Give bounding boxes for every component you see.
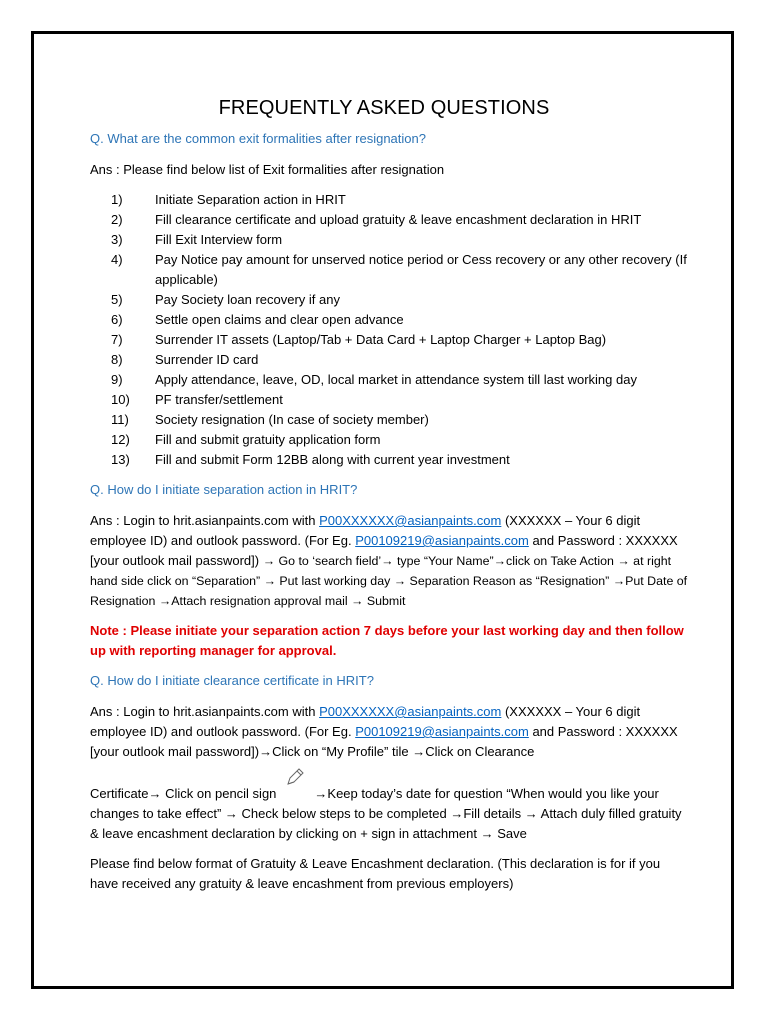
- item-text: Fill and submit gratuity application form: [155, 432, 381, 447]
- answer-2-text-b: (XXXXXX – Your 6 digit employee ID) and outlook password. (For Eg.: [90, 513, 641, 548]
- exit-formality-item: [90, 230, 690, 250]
- exit-formality-item: [90, 250, 690, 290]
- email-link-template-2[interactable]: P00XXXXXX@asianpaints.com: [319, 704, 502, 719]
- item-number: 13): [111, 452, 130, 467]
- exit-formality-item: [90, 310, 690, 330]
- answer-3: [90, 702, 690, 762]
- item-text: Fill and submit Form 12BB along with current year investment: [155, 452, 510, 467]
- email-link-example-2[interactable]: P00109219@asianpaints.com: [355, 724, 529, 739]
- email-link-template[interactable]: P00XXXXXX@asianpaints.com: [319, 513, 502, 528]
- page-title: FREQUENTLY ASKED QUESTIONS: [218, 97, 550, 119]
- exit-formality-item: [90, 410, 690, 430]
- separation-note: Note : Please initiate your separation action 7 days before your last working day and then follow up with reporting manager for approval.: [90, 623, 684, 658]
- item-number: 8): [111, 352, 123, 367]
- certificate-text-a: Certificate→ Click on pencil sign: [90, 786, 277, 801]
- item-text: Surrender ID card: [155, 352, 259, 367]
- exit-formality-item: [90, 450, 690, 470]
- declaration-format-text: Please find below format of Gratuity & Leave Encashment declaration. (This declaration is for if you have received any gratuity & leave encashment from previous employers): [90, 856, 661, 891]
- question-2: Q. How do I initiate separation action in HRIT?: [90, 482, 358, 497]
- exit-formality-item: [90, 430, 690, 450]
- item-number: 5): [111, 292, 123, 307]
- certificate-text-b: →Keep today’s date for question “When would you like your changes to take effect” → Check below steps to be completed →Fill details → Attach duly filled gratuity & leave encashment declaration by clicking on + sign in attachment → Save: [90, 786, 682, 841]
- item-text: Pay Notice pay amount for unserved notice period or Cess recovery or any other recovery (If applicable): [155, 252, 687, 287]
- exit-formalities-list: [90, 190, 690, 470]
- answer-2-steps: → Go to ‘search field’→ type “Your Name”→click on Take Action → at right hand side click on “Separation” → Put last working day → Separation Reason as “Resignation” →Put Date of Resignation →Attach resignation approval mail → Submit: [90, 554, 688, 608]
- answer-2-text-a: Ans : Login to hrit.asianpaints.com with: [90, 513, 320, 528]
- item-number: 7): [111, 332, 123, 347]
- item-number: 9): [111, 372, 123, 387]
- answer-3-certificate: [90, 778, 690, 844]
- item-text: Pay Society loan recovery if any: [155, 292, 340, 307]
- answer-2: [90, 511, 690, 611]
- exit-formality-item: [90, 370, 690, 390]
- item-text: Society resignation (In case of society member): [155, 412, 429, 427]
- item-number: 4): [111, 252, 123, 267]
- exit-formality-item: [90, 330, 690, 350]
- item-text: Fill Exit Interview form: [155, 232, 283, 247]
- item-number: 3): [111, 232, 123, 247]
- item-number: 11): [111, 412, 129, 427]
- item-text: PF transfer/settlement: [155, 392, 283, 407]
- item-number: 10): [111, 392, 130, 407]
- item-text: Initiate Separation action in HRIT: [155, 192, 346, 207]
- pencil-icon: [284, 766, 306, 788]
- answer-3-text-b: (XXXXXX – Your 6 digit employee ID) and outlook password. (For Eg.: [90, 704, 641, 739]
- answer-2-text-c: and Password : XXXXXX [your outlook mail password]): [90, 533, 678, 568]
- item-number: 12): [111, 432, 130, 447]
- exit-formality-item: [90, 350, 690, 370]
- item-number: 6): [111, 312, 123, 327]
- item-text: Surrender IT assets (Laptop/Tab + Data Card + Laptop Charger + Laptop Bag): [155, 332, 607, 347]
- exit-formality-item: [90, 190, 690, 210]
- email-link-example[interactable]: P00109219@asianpaints.com: [355, 533, 529, 548]
- item-number: 2): [111, 212, 123, 227]
- question-3: Q. How do I initiate clearance certificate in HRIT?: [90, 673, 374, 688]
- answer-3-text-a: Ans : Login to hrit.asianpaints.com with: [90, 704, 320, 719]
- exit-formality-item: [90, 290, 690, 310]
- exit-formality-item: [90, 210, 690, 230]
- exit-formality-item: [90, 390, 690, 410]
- answer-3-text-c: and Password : XXXXXX [your outlook mail password])→Click on “My Profile” tile →Click on Clearance: [90, 724, 678, 759]
- item-text: Fill clearance certificate and upload gratuity & leave encashment declaration in HRIT: [155, 212, 642, 227]
- item-text: Settle open claims and clear open advance: [155, 312, 404, 327]
- question-1: Q. What are the common exit formalities after resignation?: [90, 131, 426, 146]
- faq-document: [90, 95, 690, 904]
- item-text: Apply attendance, leave, OD, local market in attendance system till last working day: [155, 372, 637, 387]
- answer-1-intro: Ans : Please find below list of Exit formalities after resignation: [90, 162, 445, 177]
- item-number: 1): [111, 192, 123, 207]
